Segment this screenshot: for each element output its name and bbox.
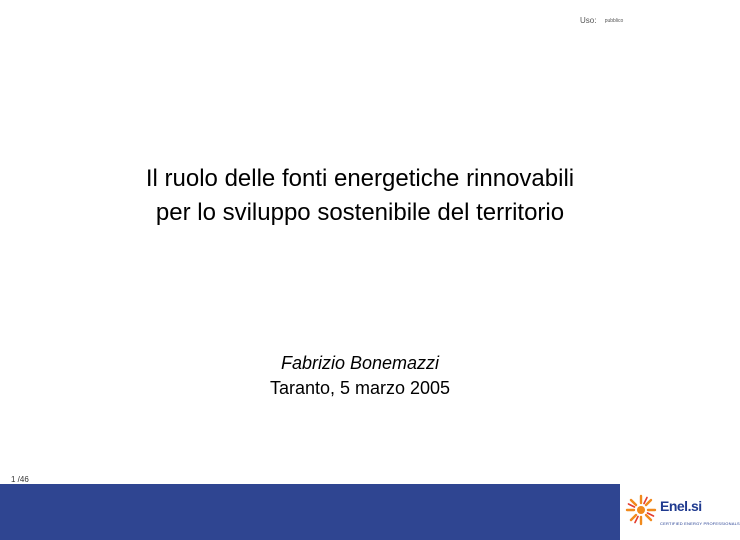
page-number: 1 /46 [11, 475, 29, 484]
usage-label: Uso: [580, 16, 597, 25]
presenter-name: Fabrizio Bonemazzi [280, 353, 440, 373]
slide-title-line-1: Il ruolo delle fonti energetiche rinnovabili [145, 165, 575, 192]
usage-value: pubblico [604, 17, 624, 24]
usage-classification [580, 16, 623, 25]
footer-band [0, 484, 720, 540]
logo-name: Enel.si [660, 498, 702, 514]
slide-title [0, 162, 720, 230]
enel-logo [620, 484, 740, 540]
logo-tagline: CERTIFIED ENERGY PROFESSIONALS [660, 521, 740, 526]
sun-logo-icon [625, 494, 657, 526]
place-date: Taranto, 5 marzo 2005 [269, 378, 451, 398]
slide-title-line-2: per lo sviluppo sostenibile del territorio [155, 199, 565, 226]
